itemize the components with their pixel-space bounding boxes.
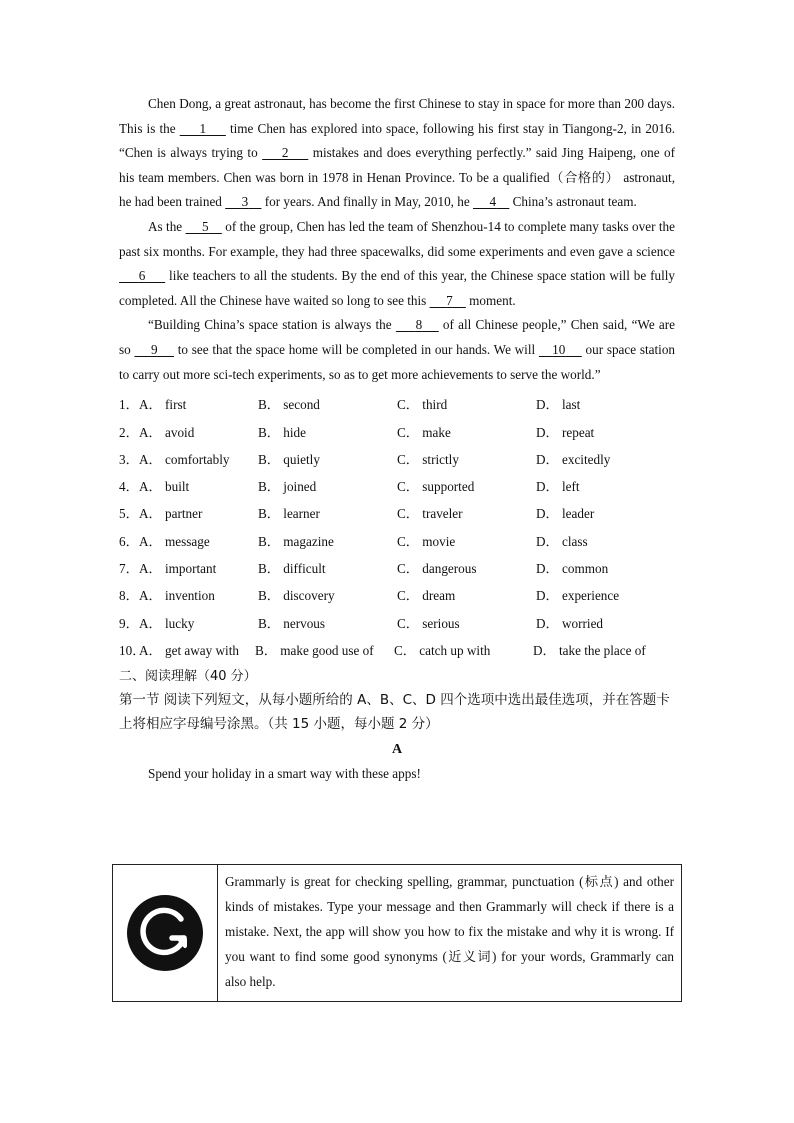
grammarly-logo-icon	[125, 893, 205, 973]
option-row	[119, 554, 675, 581]
option-d: D． last	[536, 397, 581, 413]
option-d: D． left	[536, 479, 580, 495]
option-row	[119, 636, 675, 663]
passage-text: our space station to carry out more sci-tech experiments, so as to get more achievements to serve the world.”	[119, 341, 676, 382]
blank-9: 9	[150, 341, 158, 357]
option-c: C． strictly	[397, 451, 459, 467]
option-b: B． second	[258, 397, 320, 413]
option-d: D． class	[536, 533, 588, 549]
passage-text: China’s astronaut team.	[509, 194, 637, 210]
option-row	[119, 581, 675, 608]
blank-3: 3	[241, 194, 249, 210]
option-d: D． worried	[536, 615, 604, 631]
option-c: C． third	[397, 397, 448, 413]
option-c: C． dream	[397, 588, 456, 604]
option-d: D． take the place of	[533, 642, 646, 658]
option-c: C． make	[397, 424, 451, 440]
option-b: B． nervous	[258, 615, 326, 631]
question-number: 5．	[119, 506, 139, 522]
option-c: C． movie	[397, 533, 456, 549]
passage-text: of all Chinese people,” Chen said, “We are so	[119, 317, 675, 357]
option-row	[119, 445, 675, 472]
passage-text: of the group, Chen has led the team of Shenzhou-14 to complete many tasks over the past six months. For example, they had three spacewalks, did some experiments and even gave a science	[119, 218, 675, 259]
passage-text: Chen Dong, a great astronaut, has become the first Chinese to stay in space for more than 200 days. This is the	[119, 96, 675, 136]
option-a: A． get away with	[139, 642, 239, 658]
option-b: B． magazine	[258, 533, 334, 549]
option-a: A． built	[139, 479, 190, 495]
option-a: A． lucky	[139, 615, 195, 631]
blank-5: 5	[202, 218, 209, 234]
option-b: B． make good use of	[255, 642, 374, 658]
passage-text: “Building China’s space station is always the	[148, 317, 396, 333]
option-c: C． traveler	[397, 506, 463, 522]
option-d: D． excitedly	[536, 451, 611, 467]
passage-text: time Chen has explored into space, following his first stay in Tiangong-2, in 2016. “Chen is always trying to	[119, 120, 675, 161]
option-c: C． supported	[397, 479, 475, 495]
blank-1: 1	[199, 120, 207, 136]
option-row	[119, 390, 675, 417]
option-b: B． joined	[258, 479, 317, 495]
question-number: 4．	[119, 479, 139, 495]
option-a: A． invention	[139, 588, 215, 604]
question-number: 8．	[119, 588, 139, 604]
passage-paragraph-3	[119, 313, 675, 387]
passage-text: for years. And finally in May, 2010, he	[261, 194, 474, 210]
passage-paragraph-2	[119, 215, 675, 313]
section-title: 二、阅读理解（40 分）	[119, 669, 257, 685]
options-list	[119, 390, 675, 663]
option-a: A． comfortably	[139, 451, 230, 467]
question-number: 7．	[119, 561, 139, 577]
passage-text: As the	[148, 218, 186, 234]
question-number: 9．	[119, 615, 139, 631]
option-d: D． experience	[536, 588, 620, 604]
option-d: D． leader	[536, 506, 595, 522]
option-b: B． difficult	[258, 561, 326, 577]
passage-paragraph-1	[119, 92, 675, 215]
passage-text: mistakes and does everything perfectly.” said Jing Haipeng, one of his team members. Chen was born in 1978 in Henan Province. To be a qualified（合格的） astronaut, he had been trained	[119, 145, 675, 210]
option-b: B． discovery	[258, 588, 335, 604]
app-description: Grammarly is great for checking spelling, grammar, punctuation (标点) and other kinds of mistakes. Type your message and then Grammarly will check if there is a mistake. Next, the app will show you how to fix the mistake and why it is wrong. If you want to find some good synonyms (近义词) for your words, Grammarly can also help.	[225, 874, 674, 989]
blank-8: 8	[415, 317, 423, 333]
option-row	[119, 472, 675, 499]
intro-text: Spend your holiday in a smart way with these apps!	[148, 766, 421, 782]
blank-10: 10	[552, 341, 566, 357]
option-row	[119, 499, 675, 526]
option-b: B． quietly	[258, 451, 320, 467]
passage-label: A	[391, 742, 403, 758]
section-instruction: 第一节 阅读下列短文，从每小题所给的 A、B、C、D 四个选项中选出最佳选项，并在答题卡上将相应字母编号涂黑。（共 15 小题，每小题 2 分）	[119, 692, 670, 733]
passage-text: moment.	[465, 292, 516, 308]
blank-6: 6	[138, 268, 146, 284]
blank-7: 7	[446, 292, 453, 308]
app-logo-cell	[113, 865, 218, 1001]
option-a: A． first	[139, 397, 187, 413]
passage-text: to see that the space home will be completed in our hands. We will	[174, 341, 539, 357]
option-b: B． hide	[258, 424, 306, 440]
exam-page	[119, 92, 675, 786]
blank-4: 4	[489, 194, 497, 210]
option-a: A． partner	[139, 506, 203, 522]
option-c: C． catch up with	[394, 642, 491, 658]
option-d: D． common	[536, 561, 609, 577]
app-table	[112, 864, 682, 1002]
blank-2: 2	[281, 145, 289, 161]
option-row	[119, 527, 675, 554]
passage-intro	[119, 762, 675, 786]
question-number: 1．	[119, 397, 139, 413]
option-a: A． important	[139, 561, 217, 577]
option-c: C． dangerous	[397, 561, 477, 577]
option-c: C． serious	[397, 615, 460, 631]
question-number: 6．	[119, 533, 139, 549]
passage-text: like teachers to all the students. By the end of this year, the Chinese space station will be fully completed. All the Chinese have waited so long to see this	[119, 268, 675, 308]
question-number: 10．	[119, 642, 146, 658]
question-number: 3．	[119, 451, 139, 467]
question-number: 2．	[119, 424, 139, 440]
option-b: B． learner	[258, 506, 320, 522]
option-a: A． message	[139, 533, 210, 549]
option-a: A． avoid	[139, 424, 195, 440]
option-row	[119, 417, 675, 444]
option-d: D． repeat	[536, 424, 595, 440]
option-row	[119, 609, 675, 636]
